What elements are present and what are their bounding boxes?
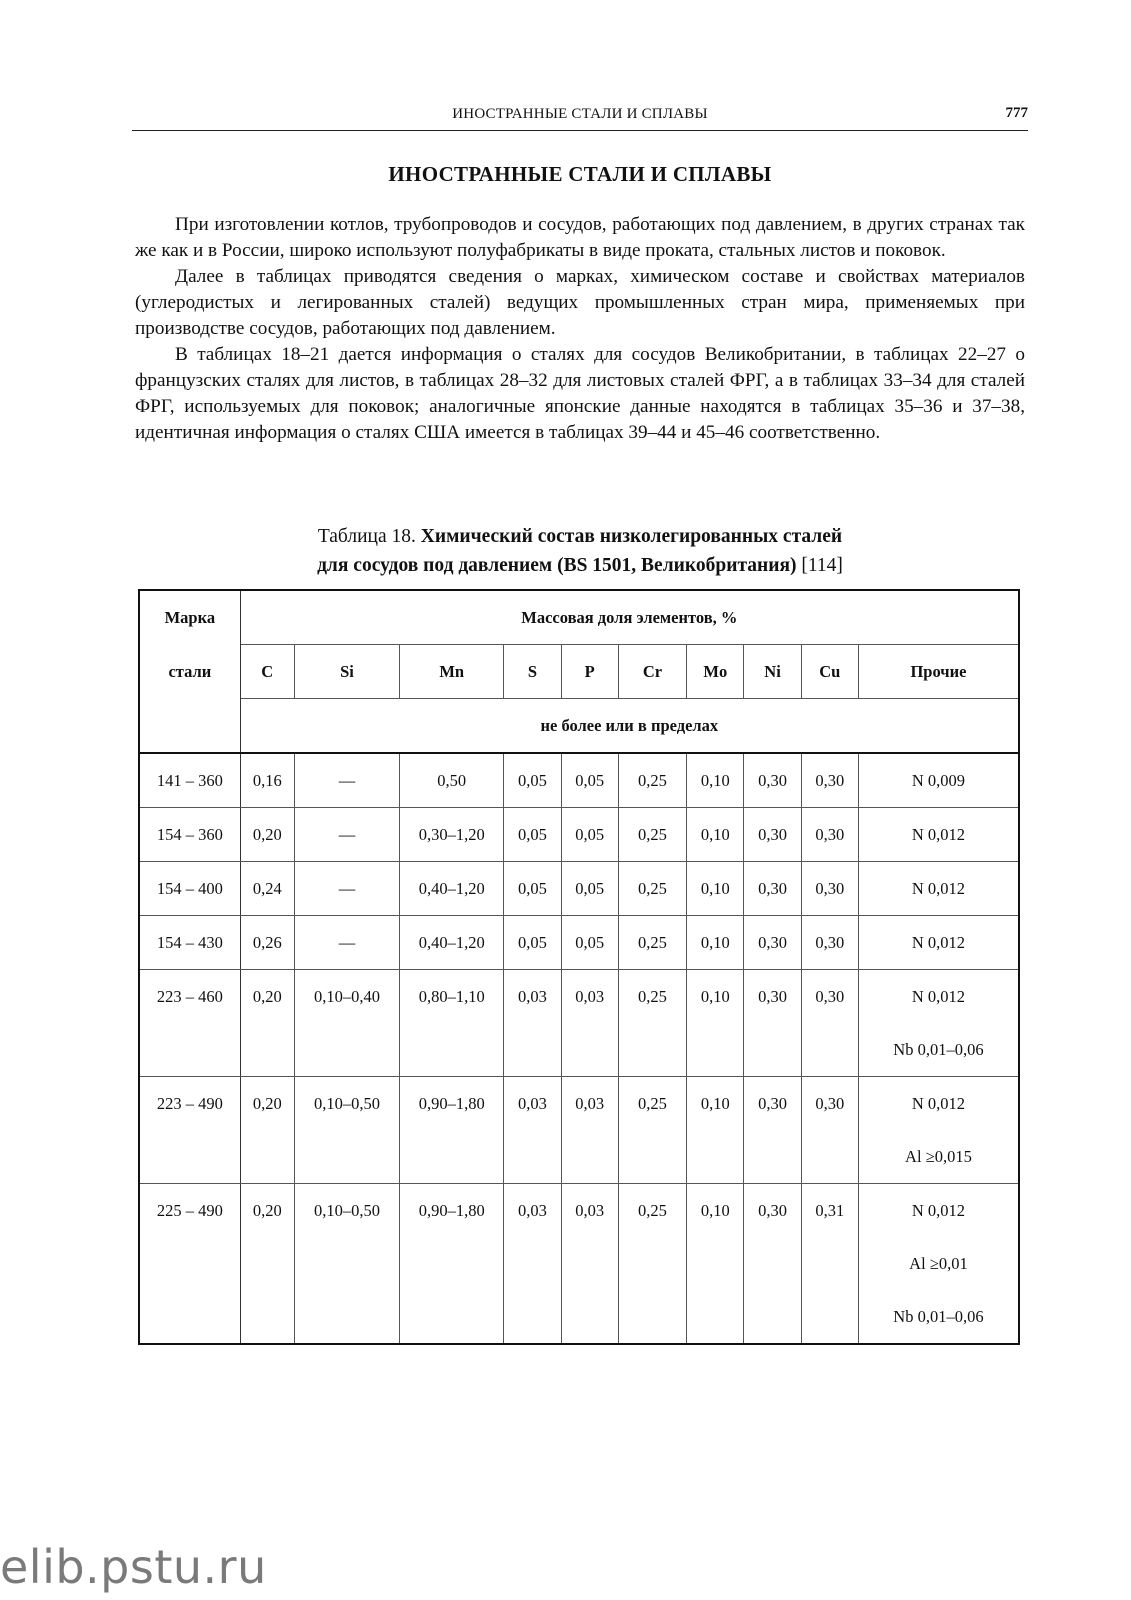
cell-s: 0,05 (504, 862, 561, 916)
col-header-mo: Mo (687, 645, 744, 699)
cell-si: — (294, 916, 399, 970)
cell-mn: 0,40–1,20 (400, 862, 504, 916)
col-header-cr: Cr (618, 645, 686, 699)
table-row (139, 753, 1019, 808)
cell-c: 0,20 (240, 1077, 294, 1184)
table-row (139, 808, 1019, 862)
cell-mn: 0,80–1,10 (400, 970, 504, 1077)
cell-cu: 0,30 (801, 808, 858, 862)
col-header-s: S (504, 645, 561, 699)
cell-p: 0,05 (561, 916, 618, 970)
cell-other (858, 862, 1019, 916)
section-title: ИНОСТРАННЫЕ СТАЛИ И СПЛАВЫ (388, 162, 772, 186)
cell-s: 0,05 (504, 808, 561, 862)
other-element-value: N 0,012 (911, 879, 966, 898)
grade-header-spacer (139, 699, 240, 754)
cell-other (858, 1077, 1019, 1184)
cell-mn: 0,50 (400, 753, 504, 808)
other-element-value: N 0,009 (911, 771, 966, 790)
table-row (139, 916, 1019, 970)
cell-grade: 154 – 360 (139, 808, 240, 862)
table-row (139, 862, 1019, 916)
col-header-p: P (561, 645, 618, 699)
cell-c: 0,24 (240, 862, 294, 916)
table-row (139, 1184, 1019, 1345)
grade-header-bottom: стали (139, 645, 240, 699)
watermark: elib.pstu.ru (0, 1540, 267, 1594)
cell-s: 0,05 (504, 916, 561, 970)
cell-mo: 0,10 (687, 753, 744, 808)
cell-cu: 0,30 (801, 862, 858, 916)
cell-s: 0,03 (504, 970, 561, 1077)
cell-p: 0,05 (561, 808, 618, 862)
other-element-value: N 0,012 (911, 825, 966, 844)
limit-note: не более или в пределах (240, 699, 1019, 754)
cell-mn: 0,90–1,80 (400, 1077, 504, 1184)
cell-other (858, 753, 1019, 808)
col-header-other: Прочие (858, 645, 1019, 699)
cell-cu: 0,31 (801, 1184, 858, 1345)
cell-c: 0,26 (240, 916, 294, 970)
other-element-value: Nb 0,01–0,06 (893, 1307, 984, 1326)
cell-grade: 141 – 360 (139, 753, 240, 808)
cell-c: 0,16 (240, 753, 294, 808)
cell-mn: 0,90–1,80 (400, 1184, 504, 1345)
other-element-value: Al ≥0,01 (909, 1254, 968, 1273)
cell-s: 0,03 (504, 1077, 561, 1184)
cell-cr: 0,25 (618, 970, 686, 1077)
caption-reference: [114] (796, 555, 843, 576)
cell-mn: 0,30–1,20 (400, 808, 504, 862)
page-number: 777 (1005, 105, 1028, 121)
cell-si: 0,10–0,50 (294, 1184, 399, 1345)
cell-p: 0,05 (561, 862, 618, 916)
cell-cu: 0,30 (801, 1077, 858, 1184)
cell-ni: 0,30 (744, 808, 801, 862)
cell-mo: 0,10 (687, 862, 744, 916)
cell-cr: 0,25 (618, 916, 686, 970)
cell-cu: 0,30 (801, 970, 858, 1077)
cell-ni: 0,30 (744, 970, 801, 1077)
cell-mo: 0,10 (687, 1184, 744, 1345)
cell-p: 0,03 (561, 1184, 618, 1345)
cell-si: 0,10–0,40 (294, 970, 399, 1077)
caption-title-line2: для сосудов под давлением (BS 1501, Великобритания) (317, 555, 797, 576)
table-row (139, 1077, 1019, 1184)
cell-cu: 0,30 (801, 916, 858, 970)
cell-cr: 0,25 (618, 1184, 686, 1345)
col-header-cu: Cu (801, 645, 858, 699)
running-header (132, 104, 1028, 131)
cell-other (858, 1184, 1019, 1345)
cell-p: 0,03 (561, 1077, 618, 1184)
cell-grade: 154 – 430 (139, 916, 240, 970)
cell-s: 0,05 (504, 753, 561, 808)
cell-p: 0,05 (561, 753, 618, 808)
paragraph-3: В таблицах 18–21 дается информация о сталях для сосудов Великобритании, в таблицах 22–27 о французских сталях для листов, в таблицах 28–32 для листовых сталей ФРГ, а в таблицах 33–34 для сталей ФРГ, используемых для поковок; аналогичные японские данные находятся в таблицах 35–36 и 37–38, идентичная информация о сталях США имеется в таблицах 39–44 и 45–46 соответственно. (135, 344, 1025, 443)
cell-ni: 0,30 (744, 1184, 801, 1345)
cell-ni: 0,30 (744, 862, 801, 916)
col-header-mn: Mn (400, 645, 504, 699)
cell-other (858, 970, 1019, 1077)
other-element-value: Al ≥0,015 (905, 1147, 972, 1166)
composition-table (138, 589, 1020, 1345)
col-header-ni: Ni (744, 645, 801, 699)
col-header-c: C (240, 645, 294, 699)
cell-mo: 0,10 (687, 808, 744, 862)
cell-si: — (294, 753, 399, 808)
group-header: Массовая доля элементов, % (240, 590, 1019, 645)
other-element-value: N 0,012 (911, 1201, 966, 1220)
cell-grade: 223 – 490 (139, 1077, 240, 1184)
col-header-si: Si (294, 645, 399, 699)
caption-title-line1: Химический состав низколегированных сталей (420, 526, 843, 547)
paragraph-2: Далее в таблицах приводятся сведения о марках, химическом составе и свойствах материалов (углеродистых и легированных сталей) ведущих промышленных стран мира, применяемых при производстве сосудов, работающих под давлением. (135, 266, 1025, 339)
cell-cu: 0,30 (801, 753, 858, 808)
cell-s: 0,03 (504, 1184, 561, 1345)
cell-grade: 225 – 490 (139, 1184, 240, 1345)
cell-cr: 0,25 (618, 808, 686, 862)
cell-grade: 223 – 460 (139, 970, 240, 1077)
other-element-value: Nb 0,01–0,06 (893, 1040, 984, 1059)
cell-mo: 0,10 (687, 1077, 744, 1184)
other-element-value: N 0,012 (911, 933, 966, 952)
cell-cr: 0,25 (618, 753, 686, 808)
cell-other (858, 808, 1019, 862)
grade-header-top: Марка (139, 590, 240, 645)
cell-cr: 0,25 (618, 1077, 686, 1184)
cell-si: — (294, 808, 399, 862)
cell-ni: 0,30 (744, 1077, 801, 1184)
caption-prefix: Таблица 18. (317, 526, 421, 547)
table-row (139, 970, 1019, 1077)
running-title: ИНОСТРАННЫЕ СТАЛИ И СПЛАВЫ (452, 106, 708, 122)
cell-ni: 0,30 (744, 753, 801, 808)
cell-c: 0,20 (240, 1184, 294, 1345)
cell-c: 0,20 (240, 970, 294, 1077)
body-text (135, 212, 1025, 446)
cell-si: — (294, 862, 399, 916)
paragraph-1: При изготовлении котлов, трубопроводов и сосудов, работающих под давлением, в других странах так же как и в России, широко используют полуфабрикаты в виде проката, стальных листов и поковок. (135, 214, 1025, 261)
cell-ni: 0,30 (744, 916, 801, 970)
other-element-value: N 0,012 (911, 987, 966, 1006)
table-header (139, 590, 1019, 753)
other-element-value: N 0,012 (911, 1094, 966, 1113)
cell-c: 0,20 (240, 808, 294, 862)
cell-other (858, 916, 1019, 970)
cell-mo: 0,10 (687, 970, 744, 1077)
cell-mn: 0,40–1,20 (400, 916, 504, 970)
table-caption (132, 522, 1028, 580)
cell-mo: 0,10 (687, 916, 744, 970)
cell-cr: 0,25 (618, 862, 686, 916)
cell-grade: 154 – 400 (139, 862, 240, 916)
table-body (139, 753, 1019, 1344)
cell-p: 0,03 (561, 970, 618, 1077)
cell-si: 0,10–0,50 (294, 1077, 399, 1184)
